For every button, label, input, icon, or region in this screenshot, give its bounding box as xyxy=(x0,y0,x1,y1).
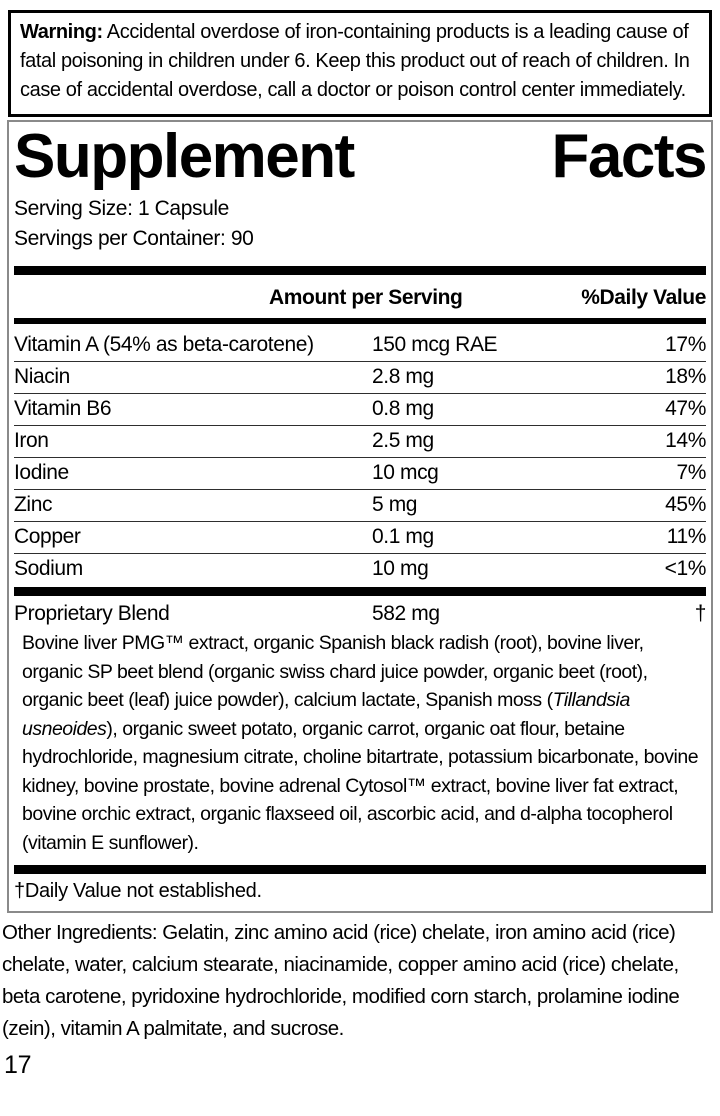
nutrient-amount: 0.1 mg xyxy=(372,525,434,548)
table-row xyxy=(14,458,706,490)
servings-per-container: Servings per Container: 90 xyxy=(14,227,254,250)
proprietary-blend-row xyxy=(14,596,706,627)
panel-title xyxy=(14,122,706,191)
nutrient-amount: 582 mg xyxy=(372,602,440,625)
nutrient-amount: 5 mg xyxy=(372,493,418,516)
blend-latin-name: Tillandsia usneoides xyxy=(22,689,630,740)
nutrient-amount: 2.8 mg xyxy=(372,365,434,388)
table-row xyxy=(14,324,706,362)
nutrient-daily-value: 14% xyxy=(665,429,706,452)
blend-text: Bovine liver PMG™ extract, organic Spanish black radish (root), bovine liver, organic SP beet blend (organic swiss chard juice powder, organic beet (root), organic beet (leaf) juice powder), calcium lactate, Spanish moss ( xyxy=(22,632,648,711)
nutrient-daily-value: 47% xyxy=(665,397,706,420)
table-row xyxy=(14,426,706,458)
warning-text xyxy=(20,18,700,105)
column-header-amount: Amount per Serving xyxy=(269,286,463,309)
nutrient-amount: 0.8 mg xyxy=(372,397,434,420)
nutrient-name: Vitamin A (54% as beta-carotene) xyxy=(14,333,314,356)
nutrient-name: Niacin xyxy=(14,365,70,388)
column-header-daily-value: %Daily Value xyxy=(581,286,706,309)
other-ingredients: Other Ingredients: Gelatin, zinc amino acid (rice) chelate, iron amino acid (rice) chelate, water, calcium stearate, niacinamide, copper amino acid (rice) chelate, beta carotene, pyridoxine hydrochloride, modified corn starch, prolamine iodine (zein), vitamin A palmitate, and sucrose. xyxy=(2,921,680,1040)
nutrient-name: Iron xyxy=(14,429,49,452)
nutrient-name: Proprietary Blend xyxy=(14,602,170,625)
blend-text: ), organic sweet potato, organic carrot, organic oat flour, betaine hydrochloride, magnesium citrate, choline bitartrate, potassium bicarbonate, bovine kidney, bovine prostate, bovine adrenal Cytosol™ extract, bovine liver fat extract, bovine orchic extract, organic flaxseed oil, ascorbic acid, and d-alpha tocopherol (vitamin E sunflower). xyxy=(22,717,699,854)
nutrient-daily-value: 11% xyxy=(666,525,706,548)
nutrient-daily-value: 7% xyxy=(676,461,706,484)
nutrient-name: Zinc xyxy=(14,493,53,516)
nutrient-name: Copper xyxy=(14,525,81,548)
nutrient-daily-value: 17% xyxy=(665,333,706,356)
nutrient-daily-value: <1% xyxy=(664,557,706,580)
nutrient-name: Sodium xyxy=(14,557,83,580)
warning-label: Warning: xyxy=(20,21,103,43)
warning-body: Accidental overdose of iron-containing products is a leading cause of fatal poisoning in children under 6. Keep this product out of reach of children. In case of accidental overdose, call a doctor or poison control center immediately. xyxy=(20,21,690,101)
table-row xyxy=(14,490,706,522)
daily-value-footnote: †Daily Value not established. xyxy=(14,880,262,902)
label-page xyxy=(0,10,720,1080)
dagger-mark: † xyxy=(694,602,706,625)
proprietary-blend-description xyxy=(22,629,706,857)
supplement-facts-panel xyxy=(7,120,713,913)
nutrient-daily-value: 18% xyxy=(665,365,706,388)
nutrient-amount: 10 mg xyxy=(372,557,429,580)
nutrient-amount: 150 mcg RAE xyxy=(372,333,498,356)
divider-thick xyxy=(14,266,706,275)
page-number: 17 xyxy=(4,1051,32,1079)
table-row xyxy=(14,362,706,394)
panel-title-word-right: Facts xyxy=(551,122,706,191)
table-row xyxy=(14,554,706,587)
nutrient-amount: 2.5 mg xyxy=(372,429,434,452)
nutrient-name: Iodine xyxy=(14,461,69,484)
divider-thick xyxy=(14,587,706,596)
divider-thick xyxy=(14,865,706,874)
table-row xyxy=(14,394,706,426)
table-header xyxy=(14,275,706,318)
warning-box xyxy=(8,10,712,117)
nutrient-name: Vitamin B6 xyxy=(14,397,112,420)
serving-size: Serving Size: 1 Capsule xyxy=(14,197,229,220)
nutrient-amount: 10 mcg xyxy=(372,461,439,484)
table-row xyxy=(14,522,706,554)
panel-title-word-left: Supplement xyxy=(14,122,354,191)
nutrient-daily-value: 45% xyxy=(665,493,706,516)
